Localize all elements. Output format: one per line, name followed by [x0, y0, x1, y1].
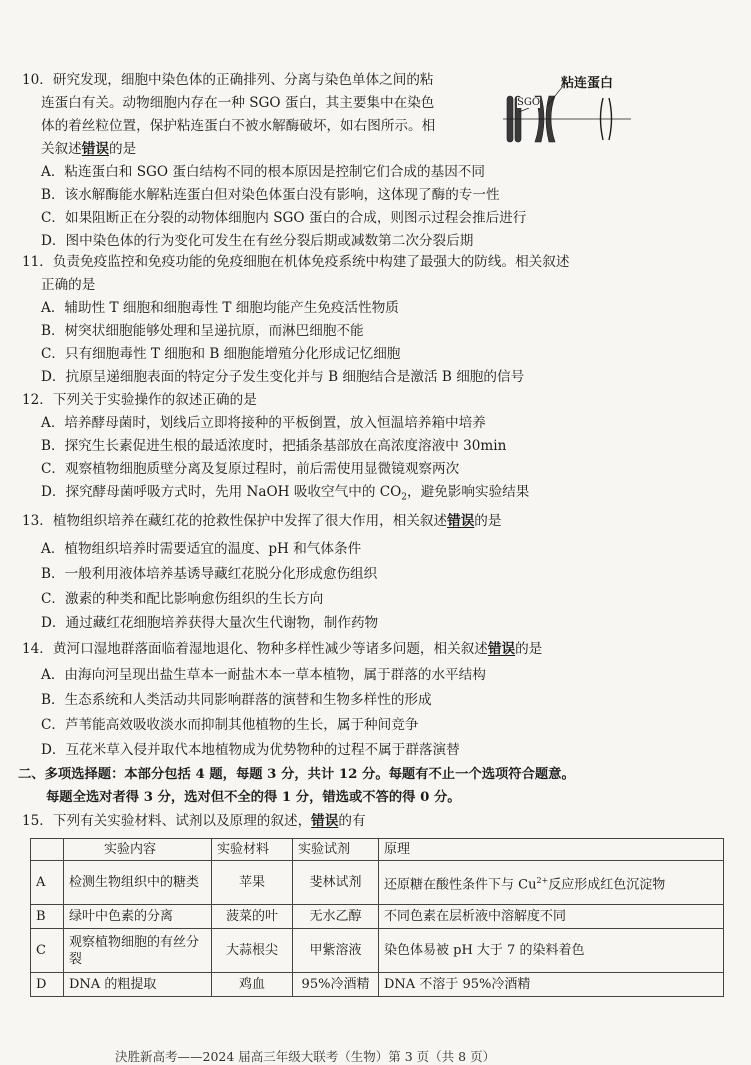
q11-option-b: B．树突状细胞能够处理和呈递抗原，而淋巴细胞不能 — [41, 323, 364, 339]
principle-superscript: 2+ — [536, 875, 549, 885]
table-row — [31, 861, 724, 905]
row-reagent: 95%冷酒精 — [293, 973, 379, 997]
table-row — [31, 973, 724, 997]
sgo-label: SGO — [517, 97, 541, 108]
q15-stem-text: 15．下列有关实验材料、试剂以及原理的叙述， — [22, 813, 312, 829]
q13-emphasis: 错误 — [447, 513, 475, 529]
q10-option-c: C．如果阻断正在分裂的动物体细胞内 SGO 蛋白的合成，则图示过程会推后进行 — [41, 210, 527, 226]
q10-option-b: B．该水解酶能水解粘连蛋白但对染色体蛋白没有影响，这体现了酶的专一性 — [41, 187, 500, 203]
q14-stem — [22, 640, 542, 658]
section2-scoring: 每题全选对者得 3 分，选对但不全的得 1 分，错选或不答的得 0 分。 — [46, 790, 461, 805]
q11-stem-line2: 正确的是 — [41, 277, 96, 293]
q14-option-c: C．芦苇能高效吸收淡水而抑制其他植物的生长，属于种间竞争 — [41, 717, 419, 733]
row-content: DNA 的粗提取 — [64, 973, 212, 997]
row-principle: 不同色素在层析液中溶解度不同 — [379, 905, 724, 929]
q10-stem-line2: 连蛋白有关。动物细胞内存在一种 SGO 蛋白，其主要集中在染色 — [41, 95, 435, 111]
q10-stem-line4 — [41, 140, 136, 158]
cohesin-label: 粘连蛋白 — [561, 76, 614, 91]
q13-option-b: B．一般利用液体培养基诱导藏红花脱分化形成愈伤组织 — [41, 566, 378, 582]
table-header-row — [31, 839, 724, 861]
q10-option-d: D．图中染色体的行为变化可发生在有丝分裂后期或减数第二次分裂后期 — [41, 233, 474, 249]
q11-option-c: C．只有细胞毒性 T 细胞和 B 细胞能增殖分化形成记忆细胞 — [41, 346, 401, 362]
q12-option-a: A．培养酵母菌时，划线后立即将接种的平板倒置，放入恒温培养箱中培养 — [41, 415, 486, 431]
row-material: 鸡血 — [212, 973, 293, 997]
table-header-cell — [31, 839, 64, 861]
q14-option-d: D．互花米草入侵并取代本地植物成为优势物种的过程不属于群落演替 — [41, 742, 460, 758]
row-material: 大蒜根尖 — [212, 929, 293, 973]
q14-stem-text: 14．黄河口湿地群落面临着湿地退化、物种多样性减少等诸多问题，相关叙述 — [22, 641, 488, 657]
row-content: 绿叶中色素的分离 — [64, 905, 212, 929]
q13-stem — [22, 512, 501, 530]
q13-option-c: C．激素的种类和配比影响愈伤组织的生长方向 — [41, 591, 324, 607]
principle-text-end: 反应形成红色沉淀物 — [548, 877, 666, 893]
table-header-cell: 实验材料 — [212, 839, 293, 861]
q12-option-c: C．观察植物细胞质壁分离及复原过程时，前后需使用显微镜观察两次 — [41, 461, 460, 477]
q14-stem-text-end: 的是 — [515, 641, 543, 657]
q14-emphasis: 错误 — [487, 641, 516, 657]
q15-stem-text-end: 的有 — [338, 813, 366, 829]
q11-stem-line1: 11．负责免疫监控和免疫功能的免疫细胞在机体免疫系统中构建了最强大的防线。相关叙述 — [22, 254, 570, 270]
q12-option-d — [41, 483, 529, 507]
q10-option-a: A．粘连蛋白和 SGO 蛋白结构不同的根本原因是控制它们合成的基因不同 — [41, 164, 485, 180]
table-row — [31, 905, 724, 929]
row-principle — [379, 861, 724, 905]
row-material: 菠菜的叶 — [212, 905, 293, 929]
q12-stem: 12．下列关于实验操作的叙述正确的是 — [22, 392, 257, 408]
q10-stem-text-end: 的是 — [108, 141, 137, 157]
q10-stem-line1: 10．研究发现，细胞中染色体的正确排列、分离与染色单体之间的粘 — [22, 72, 434, 88]
row-id: B — [31, 905, 64, 929]
q14-option-a: A．由海向河呈现出盐生草本一耐盐木本一草本植物，属于群落的水平结构 — [41, 667, 486, 683]
q13-option-d: D．通过藏红花细胞培养获得大量次生代谢物，制作药物 — [41, 615, 379, 631]
row-id: D — [31, 973, 64, 997]
row-material: 苹果 — [212, 861, 293, 905]
table-row — [31, 929, 724, 973]
row-reagent: 无水乙醇 — [293, 905, 379, 929]
experiment-table — [30, 838, 724, 997]
row-reagent: 斐林试剂 — [293, 861, 379, 905]
q13-stem-text-end: 的是 — [474, 513, 502, 529]
table-header-cell: 实验内容 — [64, 839, 212, 861]
q10-stem-line3: 体的着丝粒位置，保护粘连蛋白不被水解酶破坏，如右图所示。相 — [41, 118, 436, 134]
q10-emphasis: 错误 — [81, 141, 109, 157]
q11-option-a: A．辅助性 T 细胞和细胞毒性 T 细胞均能产生免疫活性物质 — [41, 300, 399, 316]
row-content: 观察植物细胞的有丝分裂 — [64, 929, 212, 973]
q11-option-d: D．抗原呈递细胞表面的特定分子发生变化并与 B 细胞结合是激活 B 细胞的信号 — [41, 369, 525, 385]
q13-option-a: A．植物组织培养时需要适宜的温度、pH 和气体条件 — [41, 541, 362, 557]
row-principle: 染色体易被 pH 大于 7 的染料着色 — [379, 929, 724, 973]
q12-option-d-text-end: ，避免影响实验结果 — [407, 484, 530, 500]
row-id: C — [31, 929, 64, 973]
row-reagent: 甲紫溶液 — [293, 929, 379, 973]
table-header-cell: 实验试剂 — [293, 839, 379, 861]
chromosome-figure — [503, 72, 635, 144]
page-footer: 決胜新高考——2024 届高三年级大联考（生物）第 3 页（共 8 页） — [115, 1049, 496, 1064]
q10-stem-text: 关叙述 — [41, 141, 82, 157]
q13-stem-text: 13．植物组织培养在藏红花的抢救性保护中发挥了很大作用，相关叙述 — [22, 513, 448, 529]
q15-emphasis: 错误 — [311, 813, 339, 829]
table-header-cell: 原理 — [379, 839, 724, 861]
q12-option-b: B．探究生长素促进生根的最适浓度时，把插条基部放在高浓度溶液中 30min — [41, 438, 507, 454]
q12-option-d-subscript: 2 — [401, 492, 408, 503]
row-id: A — [31, 861, 64, 905]
section2-heading: 二、多项选择题：本部分包括 4 题，每题 3 分，共计 12 分。每题有不止一个选项符合题意。 — [18, 767, 575, 782]
row-content: 检测生物组织中的糖类 — [64, 861, 212, 905]
q12-option-d-text: D．探究酵母菌呼吸方式时，先用 NaOH 吸收空气中的 CO — [41, 484, 402, 500]
principle-text: 还原糖在酸性条件下与 Cu — [384, 877, 537, 893]
q15-stem — [22, 812, 366, 830]
q14-option-b: B．生态系统和人类活动共同影响群落的演替和生物多样性的形成 — [41, 692, 432, 708]
row-principle: DNA 不溶于 95%冷酒精 — [379, 973, 724, 997]
